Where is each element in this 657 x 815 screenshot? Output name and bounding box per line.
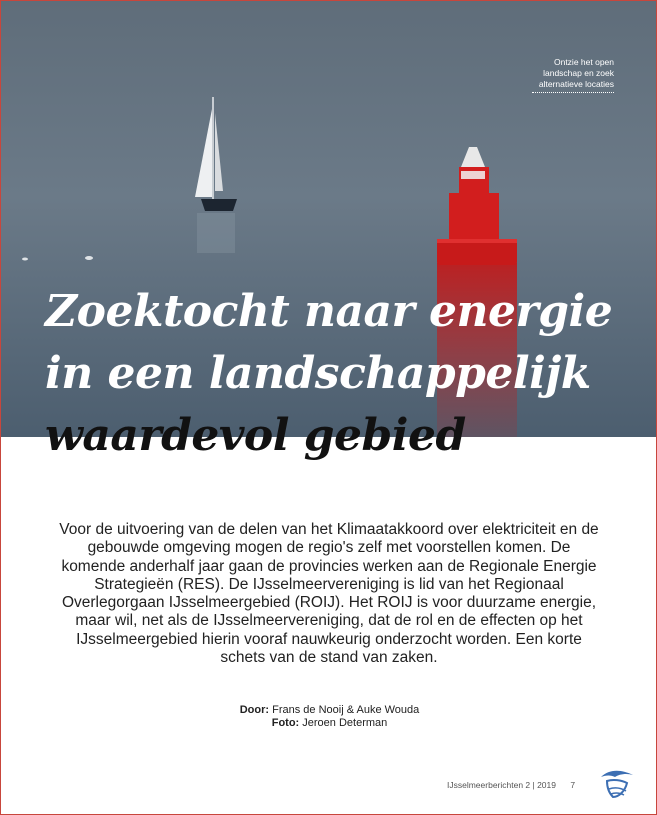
photo-caption-text: Ontzie het open landschap en zoek alternatieve locaties [538, 57, 614, 89]
authors-label: Door: [239, 704, 270, 716]
ijsselmeervereniging-logo [597, 767, 639, 803]
authors-line [1, 704, 657, 717]
article-intro: Voor de uitvoering van de delen van het Klimaatakkoord over elektriciteit en de gebouwde omgeving mogen de regio's zelf met voorstellen komen. De komende anderhalf jaar gaan de provincies werken aan de Regionale Energie Strategieën (RES). De IJsselmeervereniging is lid van het Regionaal Overlegorgaan IJsselmeergebied (ROIJ). Het ROIJ is voor duurzame energie, maar wil, net als de IJsselmeervereniging, dat de rol en de effecten op het IJsselmeergebied hierin vooraf nauwkeurig onderzocht worden. Een korte schets van de stand van zaken. [59, 521, 599, 667]
photo-label: Foto: [271, 717, 300, 729]
authors-names: Frans de Nooij & Auke Wouda [272, 704, 420, 716]
article-headline [45, 281, 645, 467]
publication-name: IJsselmeerberichten 2 | 2019 [447, 780, 556, 790]
article-credits [1, 704, 657, 730]
gull [22, 258, 28, 261]
photo-caption [514, 57, 614, 93]
headline-line-1: Zoektocht naar energie [45, 286, 613, 337]
page-footer [447, 780, 575, 790]
gull [85, 256, 93, 260]
photographer-name: Jeroen Determan [302, 717, 388, 729]
headline-line-3: waardevol gebied [45, 410, 466, 461]
photo-credit-line [1, 717, 657, 730]
headline-line-2: in een landschappelijk [45, 348, 591, 399]
caption-dotted-rule [532, 92, 614, 93]
page-number: 7 [570, 780, 576, 790]
